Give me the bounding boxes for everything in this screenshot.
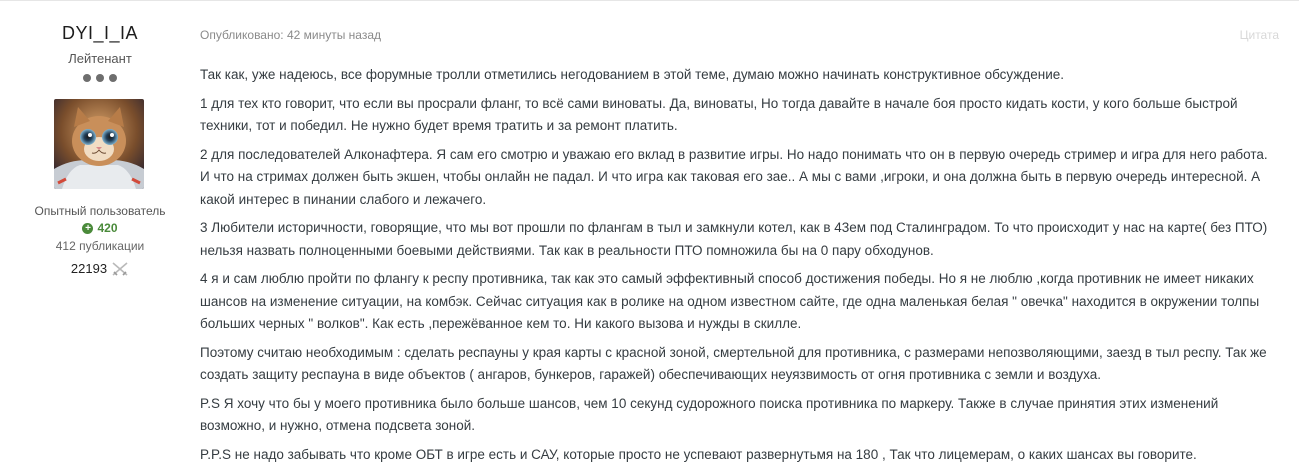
post-paragraph: Поэтому считаю необходимым : сделать респауны у края карты с красной зоной, смертельной для противника, с размерами непозволяющими, заезд в тыл респу. Так же создать защиту респауна в виде объектов ( ангаров, бункеров, гаражей) обеспечивающих неуязвимость от огня противника с земли и воздуха. <box>200 344 1267 382</box>
author-posts-count: 412 публикации <box>55 239 145 253</box>
battles-count: 22193 <box>70 261 108 276</box>
rank-dots-icon <box>83 73 117 83</box>
author-battles <box>0 261 200 276</box>
author-name[interactable]: DYI_I_IA <box>61 23 139 43</box>
avatar[interactable] <box>54 99 144 189</box>
post-paragraph: 4 я и сам люблю пройти по флангу к респу противника, так как это самый эффективный способ достижения победы. Но я не люблю ,когда противник не имеет никаких шансов на изменение ситуации, на комбэк. Сейчас ситуация как в ролике на одном известном сайте, где одна маленькая белая " овечка" находится в окружении толпы больших черных " волков". Как есть ,пережёванное кем то. Ни какого вызова и нужды в скилле. <box>200 271 1260 331</box>
author-rank: Лейтенант <box>68 51 132 66</box>
plus-circle-icon: + <box>82 223 93 234</box>
post-timestamp: Опубликовано: 42 минуты назад <box>200 28 382 42</box>
author-panel <box>0 1 200 455</box>
reputation-value: 420 <box>97 221 118 235</box>
post-paragraph: Так как, уже надеюсь, все форумные тролли отметились негодованием в этой теме, думаю можно начинать конструктивное обсуждение. <box>200 67 1065 82</box>
crossed-swords-icon <box>111 262 129 276</box>
reputation-badge <box>0 221 200 235</box>
post-paragraph: P.P.S не надо забывать что кроме ОБТ в игре есть и САУ, которые просто не успевают развернутьмя на 180 , Так что лицемерам, о каких шансах вы говорите. <box>200 446 1197 462</box>
post-paragraph: 1 для тех кто говорит, что если вы просрали фланг, то всё сами виноваты. Да, виноваты, Но тогда давайте в начале боя просто кидать кости, у кого больше быстрой техники, тот и победил. Не нужно будет время тратить и за ремонт платить. <box>200 95 1238 133</box>
post-paragraph: 3 Любители историчности, говорящие, что мы вот прошли по флангам в тыл и замкнули котел, как в 43ем под Сталинградом. То что происходит у нас на карте( без ПТО) нельзя назвать полноценными боевыми действиями. Так как в реальности ПТО помножила бы на 0 пару обходунов. <box>200 220 1268 258</box>
post-paragraph: P.S Я хочу что бы у моего противника было больше шансов, чем 10 секунд судорожного поиска противника по маркеру. Также в случае принятия этих изменений возможно, и нужно, отмена подсвета зоной. <box>200 395 1219 433</box>
author-group: Опытный пользователь <box>34 204 166 218</box>
post-body <box>200 64 1280 472</box>
quote-button[interactable]: Цитата <box>1239 28 1279 42</box>
post-paragraph: 2 для последователей Алконафтера. Я сам его смотрю и уважаю его вклад в развитие игры. Но надо понимать что он в первую очередь стример и игра для него работа. И что на стримах должен быть экшен, чтобы онлайн не падал. И что игра как таковая его зае.. А мы с вами ,игроки, и она должна быть в первую очередь интересной. А какой интерес в пинании слабого и лежачего. <box>200 146 1268 207</box>
